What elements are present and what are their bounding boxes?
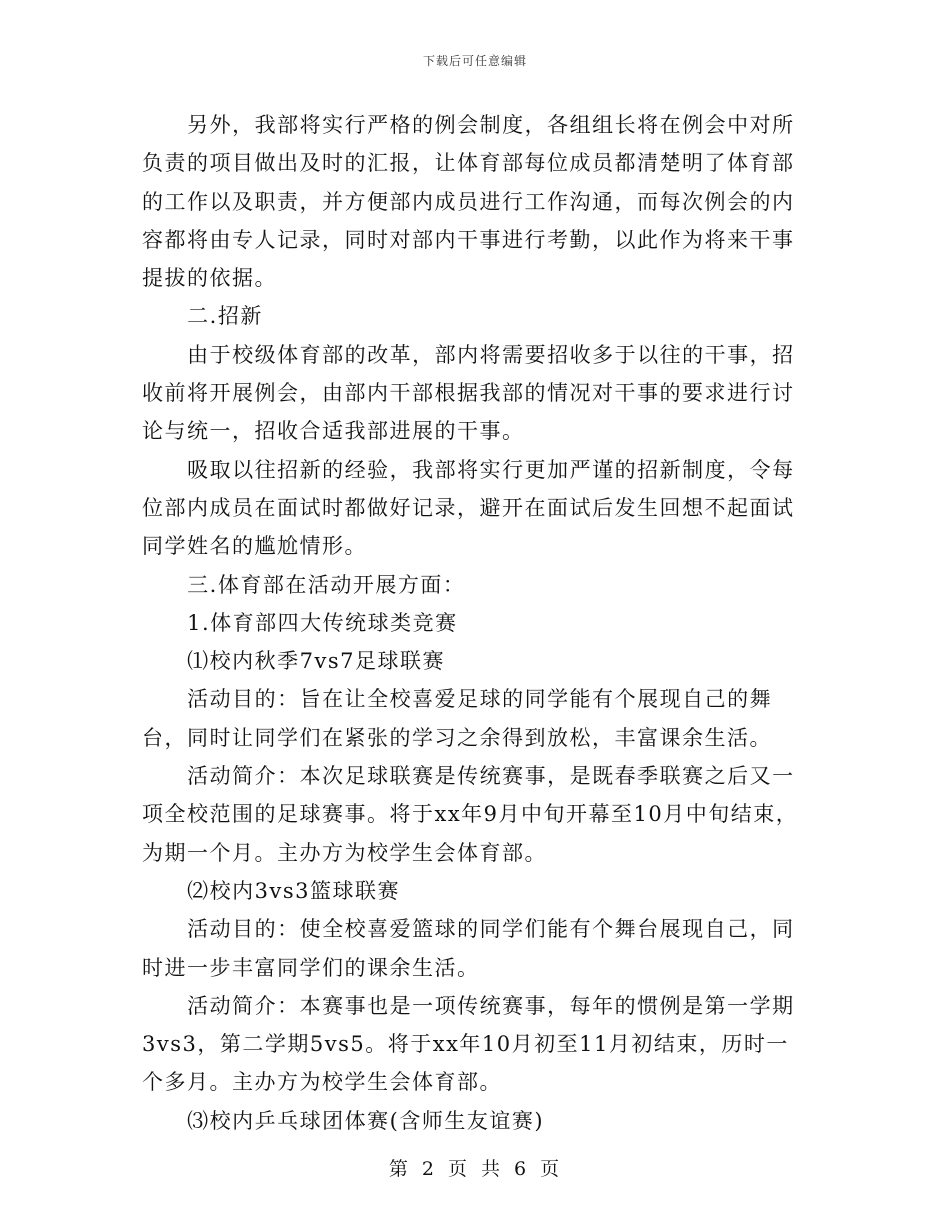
paragraph-basketball-intro: 活动简介：本赛事也是一项传统赛事，每年的惯例是第一学期3vs3，第二学期5vs5。将于xx年10月初至11月初结束，历时一个多月。主办方为校学生会体育部。: [142, 993, 795, 1095]
paragraph-football-purpose: 活动目的：旨在让全校喜爱足球的同学能有个展现自己的舞台，同时让同学们在紧张的学习之余得到放松，丰富课余生活。: [142, 687, 773, 750]
paragraph-meeting-system: 另外，我部将实行严格的例会制度，各组组长将在例会中对所负责的项目做出及时的汇报，让体育部每位成员都清楚明了体育部的工作以及职责，并方便部内成员进行工作沟通，而每次例会的内容都将由专人记录，同时对部内干事进行考勤，以此作为将来干事提拔的依据。: [142, 113, 795, 291]
document-body: [142, 106, 810, 1140]
paragraph-recruitment-reform: 由于校级体育部的改革，部内将需要招收多于以往的干事，招收前将开展例会，由部内干部根据我部的情况对干事的要求进行讨论与统一，招收合适我部进展的干事。: [142, 342, 795, 444]
heading-activities: 三.体育部在活动开展方面：: [187, 572, 466, 597]
heading-football-league: ⑴校内秋季7vs7足球联赛: [187, 649, 446, 674]
heading-ball-games: 1.体育部四大传统球类竞赛: [187, 610, 458, 635]
paragraph-football-intro: 活动简介：本次足球联赛是传统赛事，是既春季联赛之后又一项全校范围的足球赛事。将于xx年9月中旬开幕至10月中旬结束，为期一个月。主办方为校学生会体育部。: [142, 764, 799, 865]
page-header: 下载后可任意编辑: [422, 54, 527, 68]
paragraph-basketball-purpose: 活动目的：使全校喜爱篮球的同学们能有个舞台展现自己，同时进一步丰富同学们的课余生活。: [142, 917, 795, 980]
paragraph-recruitment-experience: 吸取以往招新的经验，我部将实行更加严谨的招新制度，令每位部内成员在面试时都做好记录，避开在面试后发生回想不起面试同学姓名的尴尬情形。: [142, 457, 795, 559]
page-footer: 第 2 页 共 6 页: [388, 1158, 562, 1180]
heading-recruitment: 二.招新: [187, 304, 263, 329]
heading-basketball-league: ⑵校内3vs3篮球联赛: [187, 878, 401, 903]
heading-table-tennis: ⑶校内乒乓球团体赛(含师生友谊赛): [187, 1108, 545, 1133]
